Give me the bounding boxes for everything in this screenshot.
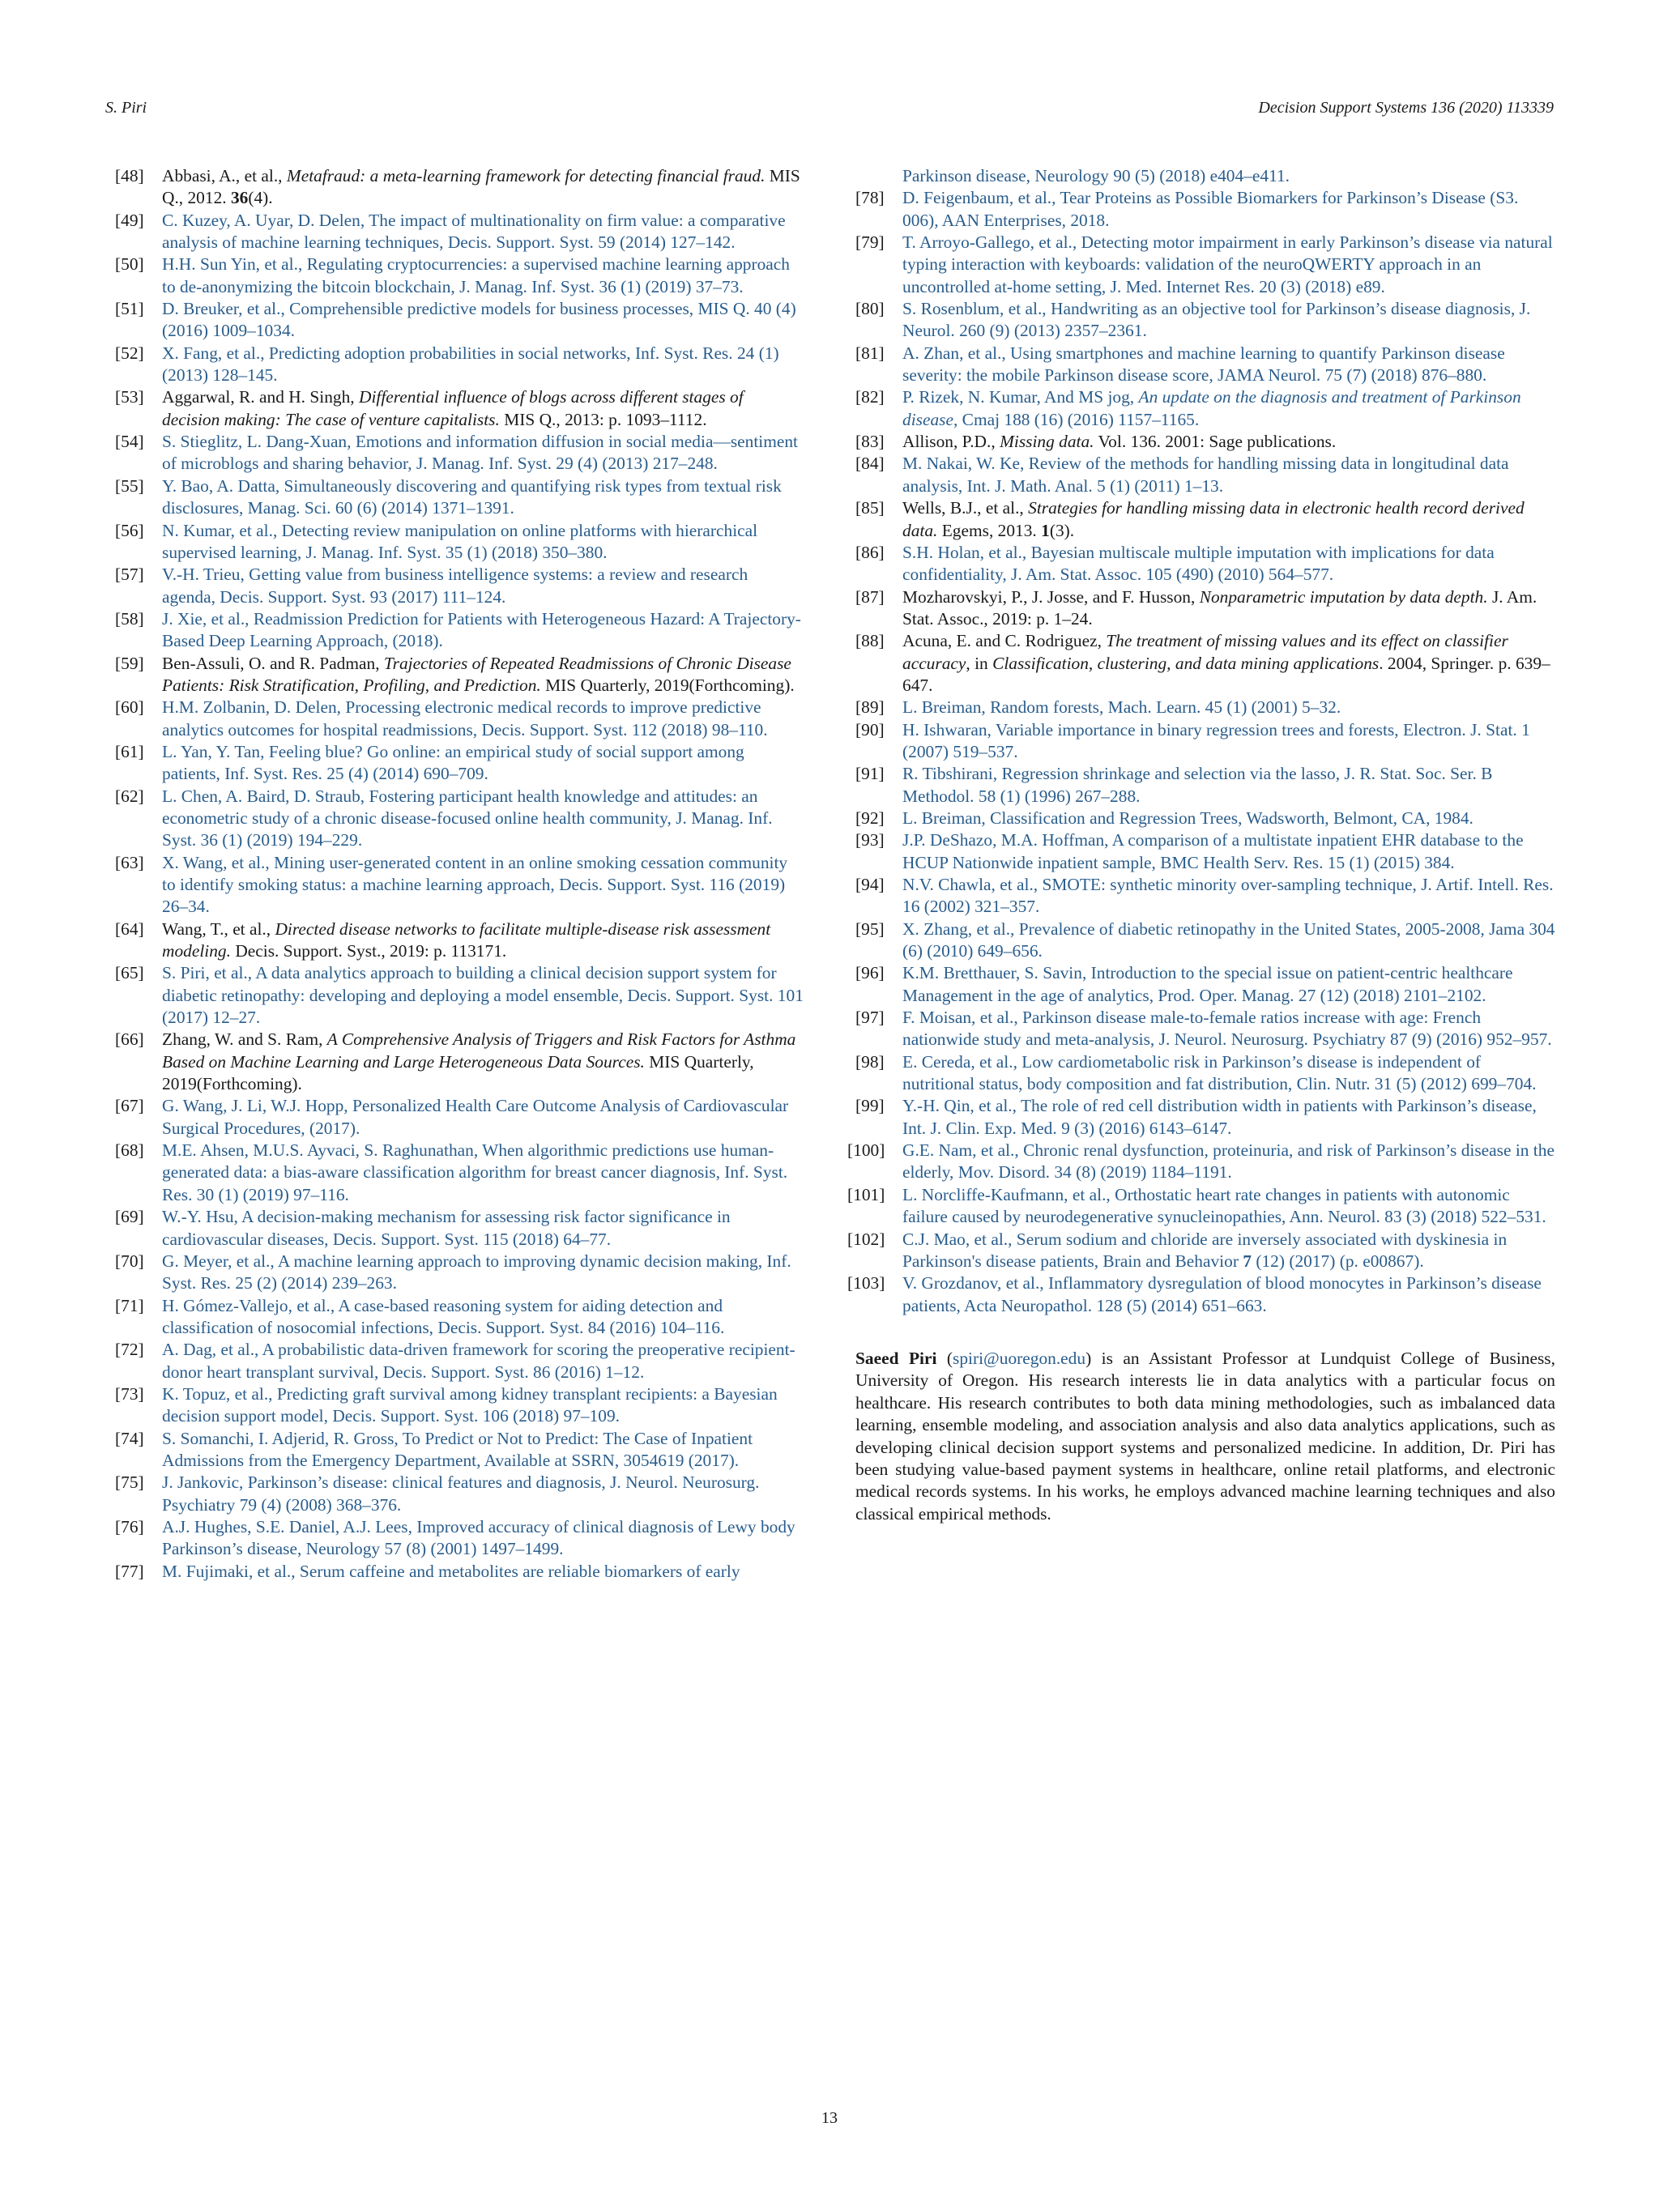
reference-text[interactable]: C. Kuzey, A. Uyar, D. Delen, The impact of multinationality on firm value: a comparative analysis of machine learning techniques, Decis. Support. Syst. 59 (2014) 127–142. bbox=[162, 210, 786, 253]
reference-number: [90] bbox=[855, 719, 885, 739]
reference-number: [93] bbox=[855, 830, 885, 850]
author-name: Saeed Piri bbox=[855, 1348, 937, 1368]
reference-number: [87] bbox=[855, 586, 885, 607]
page-number: 13 bbox=[821, 2109, 838, 2127]
reference-number: [91] bbox=[855, 764, 885, 784]
reference-number: [51] bbox=[115, 299, 144, 319]
reference-entry[interactable] bbox=[855, 232, 1555, 298]
reference-entry[interactable] bbox=[855, 763, 1555, 808]
reference-entry[interactable] bbox=[115, 1516, 805, 1561]
reference-text[interactable]: W.-Y. Hsu, A decision-making mechanism for assessing risk factor significance in cardiovascular diseases, Decis. Support. Syst. 115 (2018) 64–77. bbox=[162, 1207, 731, 1249]
reference-entry[interactable] bbox=[847, 1140, 1555, 1184]
reference-text[interactable]: C.J. Mao, et al., Serum sodium and chloride are inversely associated with dyskinesia in Parkinson's disease patients, Brain and Behavior 7 (12) (2017) (p. e00867). bbox=[902, 1229, 1508, 1271]
reference-entry bbox=[855, 497, 1555, 542]
reference-text[interactable]: G.E. Nam, et al., Chronic renal dysfunction, proteinuria, and risk of Parkinson’s disease in the elderly, Mov. Disord. 34 (8) (2019) 1184–1191. bbox=[902, 1140, 1555, 1183]
reference-text[interactable]: A.J. Hughes, S.E. Daniel, A.J. Lees, Improved accuracy of clinical diagnosis of Lewy body Parkinson’s disease, Neurology 57 (8) (2001) 1497–1499. bbox=[162, 1516, 795, 1559]
reference-text[interactable]: X. Zhang, et al., Prevalence of diabetic retinopathy in the United States, 2005-2008, Jama 304 (6) (2010) 649–656. bbox=[902, 918, 1555, 961]
reference-entry bbox=[115, 1029, 805, 1095]
reference-number: [64] bbox=[115, 918, 144, 939]
reference-text[interactable]: V. Grozdanov, et al., Inflammatory dysregulation of blood monocytes in Parkinson’s disease patients, Acta Neuropathol. 128 (5) (2014) 651–663. bbox=[902, 1273, 1542, 1315]
reference-text[interactable]: L. Breiman, Classification and Regression Trees, Wadsworth, Belmont, CA, 1984. bbox=[902, 808, 1473, 828]
reference-text[interactable]: J. Xie, et al., Readmission Prediction for Patients with Heterogeneous Hazard: A Trajectory-Based Deep Learning Approach, (2018). bbox=[162, 608, 801, 651]
reference-number: [92] bbox=[855, 808, 885, 828]
reference-number: [50] bbox=[115, 254, 144, 275]
reference-entry[interactable] bbox=[847, 1272, 1555, 1317]
author-biography bbox=[855, 1348, 1555, 1525]
reference-entry[interactable] bbox=[115, 1206, 805, 1251]
reference-number: [71] bbox=[115, 1295, 144, 1315]
bio-text: ) is an Assistant Professor at Lundquist College of Business, University of Oregon. His research interests lie in data analytics with a particular focus on healthcare. His research contributes to both data mining methodologies, such as imbalanced data learning, ensemble modeling, and association analysis and also data analytics applications, such as developing clinical decision support systems and personalized medicine. In addition, Dr. Piri has been studying value-based payment systems in healthcare, online retail platforms, and electronic medical records systems. In his works, he employs advanced machine learning techniques and also classical empirical methods. bbox=[855, 1348, 1555, 1524]
reference-number: [54] bbox=[115, 432, 144, 452]
reference-entry[interactable] bbox=[855, 343, 1555, 387]
reference-text[interactable]: H. Ishwaran, Variable importance in binary regression trees and forests, Electron. J. Stat. 1 (2007) 519–537. bbox=[902, 719, 1530, 761]
reference-text[interactable]: M.E. Ahsen, M.U.S. Ayvaci, S. Raghunathan, When algorithmic predictions use human-generated data: a bias-aware classification algorithm for breast cancer diagnosis, Inf. Syst. Res. 30 (1) (2019) 97–116. bbox=[162, 1140, 788, 1204]
reference-text[interactable]: J. Jankovic, Parkinson’s disease: clinical features and diagnosis, J. Neurol. Neurosurg. Psychiatry 79 (4) (2008) 368–376. bbox=[162, 1473, 760, 1515]
reference-number: [66] bbox=[115, 1029, 144, 1050]
reference-number: [61] bbox=[115, 741, 144, 761]
reference-text[interactable]: N.V. Chawla, et al., SMOTE: synthetic minority over-sampling technique, J. Artif. Intell. Res. 16 (2002) 321–357. bbox=[902, 875, 1554, 917]
reference-text[interactable]: E. Cereda, et al., Low cardiometabolic risk in Parkinson’s disease is independent of nutritional status, body composition and fat distribution, Clin. Nutr. 31 (5) (2012) 699–704. bbox=[902, 1051, 1537, 1094]
reference-number: [99] bbox=[855, 1096, 885, 1116]
reference-entry[interactable] bbox=[115, 254, 805, 298]
reference-number: [97] bbox=[855, 1008, 885, 1028]
reference-text[interactable]: K. Topuz, et al., Predicting graft survival among kidney transplant recipients: a Bayesian decision support model, Decis. Support. Syst. 106 (2018) 97–109. bbox=[162, 1383, 778, 1426]
reference-text[interactable]: H. Gómez-Vallejo, et al., A case-based reasoning system for aiding detection and classification of nosocomial infections, Decis. Support. Syst. 84 (2016) 104–116. bbox=[162, 1295, 725, 1337]
reference-number: [56] bbox=[115, 520, 144, 540]
reference-number: [81] bbox=[855, 343, 885, 363]
reference-number: [94] bbox=[855, 875, 885, 894]
bio-open-paren: ( bbox=[936, 1348, 953, 1368]
reference-text[interactable]: F. Moisan, et al., Parkinson disease male-to-female ratios increase with age: French nationwide study and meta-analysis, J. Neurol. Neurosurg. Psychiatry 87 (9) (2016) 952–957. bbox=[902, 1008, 1552, 1050]
reference-number: [103] bbox=[847, 1273, 885, 1294]
reference-number: [95] bbox=[855, 918, 885, 939]
reference-number: [69] bbox=[115, 1207, 144, 1227]
reference-number: [70] bbox=[115, 1251, 144, 1271]
reference-text[interactable]: N. Kumar, et al., Detecting review manipulation on online platforms with hierarchical supervised learning, J. Manag. Inf. Syst. 35 (1) (2018) 350–380. bbox=[162, 520, 758, 562]
reference-text: Ben-Assuli, O. and R. Padman, Trajectories of Repeated Readmissions of Chronic Disease Patients: Risk Stratification, Profiling, and Prediction. MIS Quarterly, 2019(Forthcoming). bbox=[162, 653, 795, 695]
reference-entry[interactable] bbox=[115, 852, 805, 918]
reference-entry[interactable] bbox=[855, 962, 1555, 1007]
reference-number: [53] bbox=[115, 387, 144, 407]
reference-entry[interactable] bbox=[855, 697, 1555, 718]
reference-entry[interactable] bbox=[115, 741, 805, 786]
author-email-link[interactable]: spiri@uoregon.edu bbox=[953, 1348, 1086, 1368]
references-left-column bbox=[115, 165, 805, 1583]
reference-entry bbox=[115, 653, 805, 697]
reference-text: Acuna, E. and C. Rodriguez, The treatment of missing values and its effect on classifier accuracy, in Classification, clustering, and data mining applications. 2004, Springer. p. 639–647. bbox=[902, 631, 1550, 695]
reference-text[interactable]: X. Fang, et al., Predicting adoption probabilities in social networks, Inf. Syst. Res. 24 (1) (2013) 128–145. bbox=[162, 343, 779, 386]
references-right-column bbox=[847, 165, 1555, 1525]
reference-entry[interactable] bbox=[855, 918, 1555, 963]
reference-entry[interactable] bbox=[115, 608, 805, 653]
reference-text[interactable]: Y.-H. Qin, et al., The role of red cell distribution width in patients with Parkinson’s disease, Int. J. Clin. Exp. Med. 9 (3) (2016) 6143–6147. bbox=[902, 1096, 1537, 1138]
reference-text[interactable]: P. Rizek, N. Kumar, And MS jog, An update on the diagnosis and treatment of Parkinson disease, Cmaj 188 (16) (2016) 1157–1165. bbox=[902, 387, 1521, 429]
reference-number: [57] bbox=[115, 565, 144, 585]
reference-entry bbox=[115, 386, 805, 431]
reference-text: Allison, P.D., Missing data. Vol. 136. 2001: Sage publications. bbox=[902, 432, 1337, 452]
reference-text[interactable]: V.-H. Trieu, Getting value from business intelligence systems: a review and research agenda, Decis. Support. Syst. 93 (2017) 111–124. bbox=[162, 565, 748, 607]
reference-number: [83] bbox=[855, 432, 885, 452]
reference-number: [59] bbox=[115, 653, 144, 673]
reference-text[interactable]: A. Dag, et al., A probabilistic data-driven framework for scoring the preoperative recipient-donor heart transplant survival, Decis. Support. Syst. 86 (2016) 1–12. bbox=[162, 1340, 795, 1382]
reference-number: [63] bbox=[115, 852, 144, 872]
reference-text[interactable]: D. Breuker, et al., Comprehensible predictive models for business processes, MIS Q. 40 (4) (2016) 1009–1034. bbox=[162, 299, 796, 341]
reference-number: [60] bbox=[115, 697, 144, 718]
reference-number: [48] bbox=[115, 166, 144, 185]
reference-number: [96] bbox=[855, 963, 885, 983]
reference-number: [102] bbox=[847, 1229, 885, 1249]
reference-text[interactable]: Parkinson disease, Neurology 90 (5) (2018) e404–e411. bbox=[902, 166, 1290, 185]
reference-text[interactable]: M. Nakai, W. Ke, Review of the methods for handling missing data in longitudinal data analysis, Int. J. Math. Anal. 5 (1) (2011) 1–13. bbox=[902, 454, 1509, 496]
reference-entry bbox=[115, 918, 805, 963]
reference-number: [84] bbox=[855, 454, 885, 474]
reference-entry[interactable] bbox=[847, 1184, 1555, 1229]
reference-entry[interactable] bbox=[115, 1472, 805, 1516]
reference-number: [65] bbox=[115, 963, 144, 983]
reference-entry bbox=[855, 586, 1555, 631]
reference-number: [52] bbox=[115, 343, 144, 363]
reference-entry[interactable] bbox=[847, 1229, 1555, 1273]
reference-number: [55] bbox=[115, 475, 144, 496]
reference-number: [82] bbox=[855, 387, 885, 407]
reference-text[interactable]: S. Stieglitz, L. Dang-Xuan, Emotions and information diffusion in social media—sentiment of microblogs and sharing behavior, J. Manag. Inf. Syst. 29 (4) (2013) 217–248. bbox=[162, 432, 798, 474]
reference-entry[interactable] bbox=[115, 431, 805, 475]
reference-number: [98] bbox=[855, 1051, 885, 1072]
reference-entry[interactable] bbox=[855, 829, 1555, 874]
reference-text[interactable]: R. Tibshirani, Regression shrinkage and selection via the lasso, J. R. Stat. Soc. Ser. B Methodol. 58 (1) (1996) 267–288. bbox=[902, 764, 1493, 806]
reference-number: [68] bbox=[115, 1140, 144, 1161]
reference-text[interactable]: S. Piri, et al., A data analytics approach to building a clinical decision support system for diabetic retinopathy: developing and deploying a model ensemble, Decis. Support. Syst. 101 (2017) 12–27. bbox=[162, 963, 804, 1028]
reference-text: Wells, B.J., et al., Strategies for handling missing data in electronic health record derived data. Egems, 2013. 1(3). bbox=[902, 498, 1525, 540]
reference-entry[interactable] bbox=[115, 564, 805, 608]
running-header-author: S. Piri bbox=[105, 99, 147, 117]
reference-entry[interactable] bbox=[115, 210, 805, 254]
reference-text: Aggarwal, R. and H. Singh, Differential influence of blogs across different stages of decision making: The case of venture capitalists. MIS Q., 2013: p. 1093–1112. bbox=[162, 387, 744, 429]
reference-text[interactable]: M. Fujimaki, et al., Serum caffeine and metabolites are reliable biomarkers of early bbox=[162, 1561, 740, 1581]
reference-text[interactable]: L. Chen, A. Baird, D. Straub, Fostering participant health knowledge and attitudes: an econometric study of a chronic disease-focused online health community, J. Manag. Inf. Syst. 36 (1) (2019) 194–229. bbox=[162, 786, 773, 850]
reference-text[interactable]: G. Meyer, et al., A machine learning approach to improving dynamic decision making, Inf. Syst. Res. 25 (2) (2014) 239–263. bbox=[162, 1251, 791, 1294]
reference-text[interactable]: H.H. Sun Yin, et al., Regulating cryptocurrencies: a supervised machine learning approach to de-anonymizing the bitcoin blockchain, J. Manag. Inf. Syst. 36 (1) (2019) 37–73. bbox=[162, 254, 790, 296]
reference-entry[interactable] bbox=[115, 1140, 805, 1206]
reference-text[interactable]: Y. Bao, A. Datta, Simultaneously discovering and quantifying risk types from textual risk disclosures, Manag. Sci. 60 (6) (2014) 1371–1391. bbox=[162, 475, 782, 518]
reference-number: [58] bbox=[115, 608, 144, 629]
reference-entry[interactable] bbox=[855, 165, 1555, 187]
reference-entry[interactable] bbox=[855, 453, 1555, 497]
reference-number: [75] bbox=[115, 1473, 144, 1493]
reference-entry bbox=[115, 165, 805, 210]
reference-entry[interactable] bbox=[855, 808, 1555, 829]
reference-text[interactable]: K.M. Bretthauer, S. Savin, Introduction to the special issue on patient-centric healthcare Management in the age of analytics, Prod. Oper. Manag. 27 (12) (2018) 2101–2102. bbox=[902, 963, 1513, 1005]
reference-number: [101] bbox=[847, 1184, 885, 1204]
reference-text: Zhang, W. and S. Ram, A Comprehensive Analysis of Triggers and Risk Factors for Asthma Based on Machine Learning and Large Heterogeneous Data Sources. MIS Quarterly, 2019(Forthcoming). bbox=[162, 1029, 796, 1094]
reference-entry[interactable] bbox=[855, 1007, 1555, 1051]
reference-text[interactable]: L. Norcliffe-Kaufmann, et al., Orthostatic heart rate changes in patients with autonomic failure caused by neurodegenerative synucleinopathies, Ann. Neurol. 83 (3) (2018) 522–531. bbox=[902, 1184, 1546, 1227]
reference-number: [77] bbox=[115, 1561, 144, 1581]
reference-number: [80] bbox=[855, 299, 885, 319]
reference-number: [88] bbox=[855, 631, 885, 651]
reference-entry bbox=[855, 630, 1555, 697]
reference-number: [76] bbox=[115, 1516, 144, 1536]
running-header-journal: Decision Support Systems 136 (2020) 113339 bbox=[1258, 99, 1554, 117]
reference-text[interactable]: H.M. Zolbanin, D. Delen, Processing electronic medical records to improve predictive analytics outcomes for hospital readmissions, Decis. Support. Syst. 112 (2018) 98–110. bbox=[162, 697, 768, 739]
reference-number: [67] bbox=[115, 1096, 144, 1116]
reference-entry bbox=[855, 431, 1555, 453]
reference-entry[interactable] bbox=[115, 1561, 805, 1583]
reference-entry[interactable] bbox=[855, 187, 1555, 232]
reference-text[interactable]: S. Somanchi, I. Adjerid, R. Gross, To Predict or Not to Predict: The Case of Inpatient Admissions from the Emergency Department, Available at SSRN, 3054619 (2017). bbox=[162, 1428, 753, 1470]
reference-entry[interactable] bbox=[855, 386, 1555, 431]
reference-text[interactable]: A. Zhan, et al., Using smartphones and machine learning to quantify Parkinson disease severity: the mobile Parkinson disease score, JAMA Neurol. 75 (7) (2018) 876–880. bbox=[902, 343, 1505, 386]
reference-text: Abbasi, A., et al., Metafraud: a meta-learning framework for detecting financial fraud. MIS Q., 2012. 36(4). bbox=[162, 166, 800, 208]
reference-entry[interactable] bbox=[115, 1383, 805, 1428]
reference-number: [78] bbox=[855, 188, 885, 208]
reference-entry[interactable] bbox=[115, 962, 805, 1029]
reference-number: [62] bbox=[115, 786, 144, 806]
reference-entry[interactable] bbox=[115, 475, 805, 520]
reference-entry[interactable] bbox=[115, 1339, 805, 1383]
reference-text: Mozharovskyi, P., J. Josse, and F. Husson, Nonparametric imputation by data depth. J. Am. Stat. Assoc., 2019: p. 1–24. bbox=[902, 586, 1537, 629]
reference-text[interactable]: G. Wang, J. Li, W.J. Hopp, Personalized Health Care Outcome Analysis of Cardiovascular Surgical Procedures, (2017). bbox=[162, 1096, 789, 1138]
reference-entry[interactable] bbox=[115, 298, 805, 343]
reference-text[interactable]: S.H. Holan, et al., Bayesian multiscale multiple imputation with implications for data confidentiality, J. Am. Stat. Assoc. 105 (490) (2010) 564–577. bbox=[902, 542, 1495, 585]
reference-entry[interactable] bbox=[855, 542, 1555, 586]
reference-number: [85] bbox=[855, 498, 885, 518]
reference-entry[interactable] bbox=[115, 786, 805, 852]
reference-entry[interactable] bbox=[115, 697, 805, 741]
reference-number: [100] bbox=[847, 1140, 885, 1161]
reference-entry[interactable] bbox=[115, 1251, 805, 1295]
reference-text[interactable]: S. Rosenblum, et al., Handwriting as an objective tool for Parkinson’s disease diagnosis, J. Neurol. 260 (9) (2013) 2357–2361. bbox=[902, 299, 1531, 341]
reference-entry[interactable] bbox=[115, 343, 805, 387]
reference-entry[interactable] bbox=[855, 719, 1555, 764]
reference-number: [79] bbox=[855, 232, 885, 253]
reference-text[interactable]: T. Arroyo-Gallego, et al., Detecting motor impairment in early Parkinson’s disease via natural typing interaction with keyboards: validation of the neuroQWERTY approach in an uncontrolled at-home setting, J. Med. Internet Res. 20 (3) (2018) e89. bbox=[902, 232, 1553, 296]
reference-entry[interactable] bbox=[855, 874, 1555, 918]
reference-text[interactable]: X. Wang, et al., Mining user-generated content in an online smoking cessation community to identify smoking status: a machine learning approach, Decis. Support. Syst. 116 (2019) 26–34. bbox=[162, 852, 788, 917]
reference-entry[interactable] bbox=[855, 1095, 1555, 1140]
reference-entry[interactable] bbox=[855, 298, 1555, 343]
reference-number: [86] bbox=[855, 542, 885, 562]
reference-number: [72] bbox=[115, 1340, 144, 1360]
reference-text[interactable]: L. Yan, Y. Tan, Feeling blue? Go online: an empirical study of social support among patients, Inf. Syst. Res. 25 (4) (2014) 690–709. bbox=[162, 741, 744, 784]
reference-entry[interactable] bbox=[115, 1428, 805, 1473]
reference-entry[interactable] bbox=[115, 1295, 805, 1340]
reference-text[interactable]: D. Feigenbaum, et al., Tear Proteins as Possible Biomarkers for Parkinson’s Disease (S3. 006), AAN Enterprises, 2018. bbox=[902, 188, 1519, 230]
reference-entry[interactable] bbox=[115, 520, 805, 565]
reference-number: [74] bbox=[115, 1428, 144, 1448]
reference-entry[interactable] bbox=[115, 1095, 805, 1140]
reference-text[interactable]: J.P. DeShazo, M.A. Hoffman, A comparison of a multistate inpatient EHR database to the HCUP Nationwide inpatient sample, BMC Health Serv. Res. 15 (1) (2015) 384. bbox=[902, 830, 1524, 872]
reference-number: [89] bbox=[855, 697, 885, 718]
reference-text: Wang, T., et al., Directed disease networks to facilitate multiple-disease risk assessment modeling. Decis. Support. Syst., 2019: p. 113171. bbox=[162, 918, 771, 961]
reference-entry[interactable] bbox=[855, 1051, 1555, 1096]
reference-text[interactable]: L. Breiman, Random forests, Mach. Learn. 45 (1) (2001) 5–32. bbox=[902, 697, 1341, 718]
reference-number: [49] bbox=[115, 210, 144, 230]
reference-number: [73] bbox=[115, 1383, 144, 1404]
